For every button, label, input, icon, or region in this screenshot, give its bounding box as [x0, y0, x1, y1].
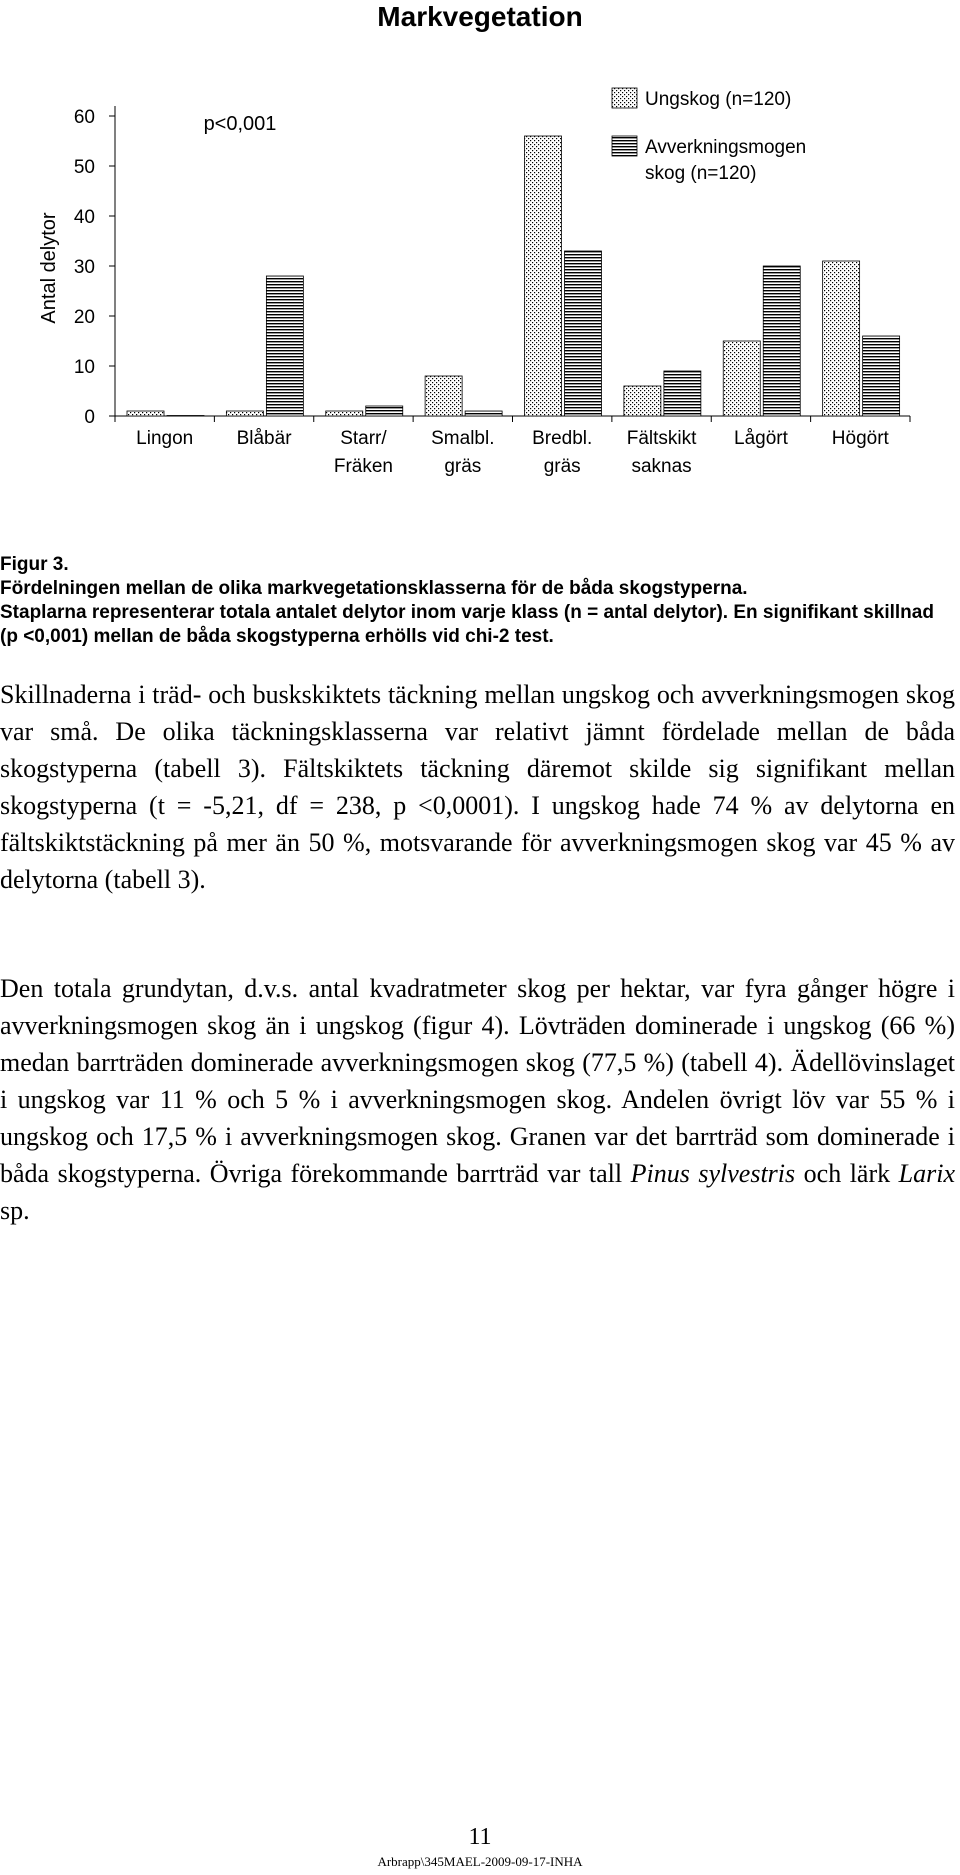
paragraph-2-text: Den totala grundytan, d.v.s. antal kvadratmeter skog per hektar, var fyra gånger högre i avverkningsmogen skog än i ungskog (figur 4). Lövträden dominerade i ungskog (66 %) medan barrträden dominerade avverkningsmogen skog (77,5 %) (tabell 4). Ädellövinslaget i ungskog var 11 % och 5 % i avverkningsmogen skog. Andelen övrigt löv var 55 % i ungskog och 17,5 % i avverkningsmogen skog. Granen var det barrträd som dominerade i båda skogstyperna. Övriga förekommande barrträd var tall: [0, 974, 955, 1188]
bar-ungskog-0: [127, 411, 164, 416]
y-tick-label: 50: [73, 157, 95, 178]
y-tick-label: 40: [73, 207, 95, 228]
legend-swatch: [612, 88, 637, 108]
bars: [127, 136, 900, 416]
paragraph-2-text-b: och lärk: [795, 1159, 899, 1188]
category-label: Smalbl.: [431, 428, 495, 449]
bar-ungskog-6: [723, 341, 760, 416]
y-tick-label: 20: [73, 307, 95, 328]
bar-ungskog-2: [326, 411, 363, 416]
significance-annotation: p<0,001: [203, 113, 277, 135]
legend-label: skog (n=120): [645, 163, 757, 184]
category-label: Bredbl.: [532, 428, 593, 449]
category-label: Starr/: [340, 428, 387, 449]
bar-chart: [0, 50, 960, 490]
bar-ungskog-1: [226, 411, 263, 416]
caption-line-2: Staplarna representerar totala antalet delytor inom varje klass (n = antal delytor). En signifikant skillnad (p <0,001) mellan de båda skogstyperna erhölls vid chi-2 test.: [0, 602, 934, 647]
bar-avverkningsmogen-5: [664, 371, 701, 416]
paragraph-2: [0, 970, 955, 1229]
paragraph-2-text-c: sp.: [0, 1196, 30, 1225]
paragraph-1: Skillnaderna i träd- och buskskiktets täckning mellan ungskog och avverkningsmogen skog var små. De olika täckningsklasserna var relativt jämnt fördelade mellan de båda skogstyperna (tabell 3). Fältskiktets täckning däremot skilde sig signifikant mellan skogstyperna (t = -5,21, df = 238, p <0,0001). I ungskog hade 74 % av delytorna en fältskiktstäckning på mer än 50 %, motsvarande för avverkningsmogen skog var 45 % av delytorna (tabell 3).: [0, 680, 955, 894]
category-label: Fräken: [333, 456, 394, 477]
category-label: Fältskikt: [626, 428, 697, 449]
bar-avverkningsmogen-4: [565, 251, 602, 416]
bar-avverkningsmogen-3: [465, 411, 502, 416]
bar-avverkningsmogen-6: [763, 266, 800, 416]
bar-ungskog-4: [525, 136, 562, 416]
species-pinus: Pinus sylvestris: [630, 1159, 796, 1188]
figure-caption: [0, 553, 950, 649]
category-label: Blåbär: [236, 428, 292, 449]
bar-avverkningsmogen-2: [366, 406, 403, 416]
bar-avverkningsmogen-7: [863, 336, 900, 416]
y-tick-label: 10: [73, 357, 95, 378]
bar-avverkningsmogen-0: [167, 416, 204, 417]
bar-ungskog-5: [624, 386, 661, 416]
caption-line-1: Fördelningen mellan de olika markvegetationsklasserna för de båda skogstyperna.: [0, 578, 748, 599]
category-label: Lågört: [734, 428, 788, 449]
y-tick-label: 60: [73, 107, 95, 128]
bar-avverkningsmogen-1: [266, 276, 303, 416]
category-label: gräs: [543, 456, 581, 477]
y-tick-label: 30: [73, 257, 95, 278]
legend-label: Avverkningsmogen: [645, 137, 807, 158]
bar-ungskog-7: [823, 261, 860, 416]
bar-ungskog-3: [425, 376, 462, 416]
category-label: saknas: [631, 456, 692, 477]
footer-reference: Arbrapp\345MAEL-2009-09-17-INHA: [377, 1854, 583, 1869]
page-number: 11: [468, 1824, 492, 1850]
legend-swatch: [612, 136, 637, 156]
y-axis-label: Antal delytor: [38, 212, 60, 324]
y-tick-label: 0: [84, 407, 95, 428]
species-larix: Larix: [898, 1159, 955, 1188]
category-label: Högört: [831, 428, 889, 449]
category-labels: [136, 428, 889, 477]
chart-title: Markvegetation: [377, 1, 583, 32]
legend: [612, 88, 806, 184]
legend-label: Ungskog (n=120): [645, 89, 792, 110]
category-label: Lingon: [136, 428, 194, 449]
category-label: gräs: [444, 456, 482, 477]
figure-label: Figur 3.: [0, 554, 69, 575]
